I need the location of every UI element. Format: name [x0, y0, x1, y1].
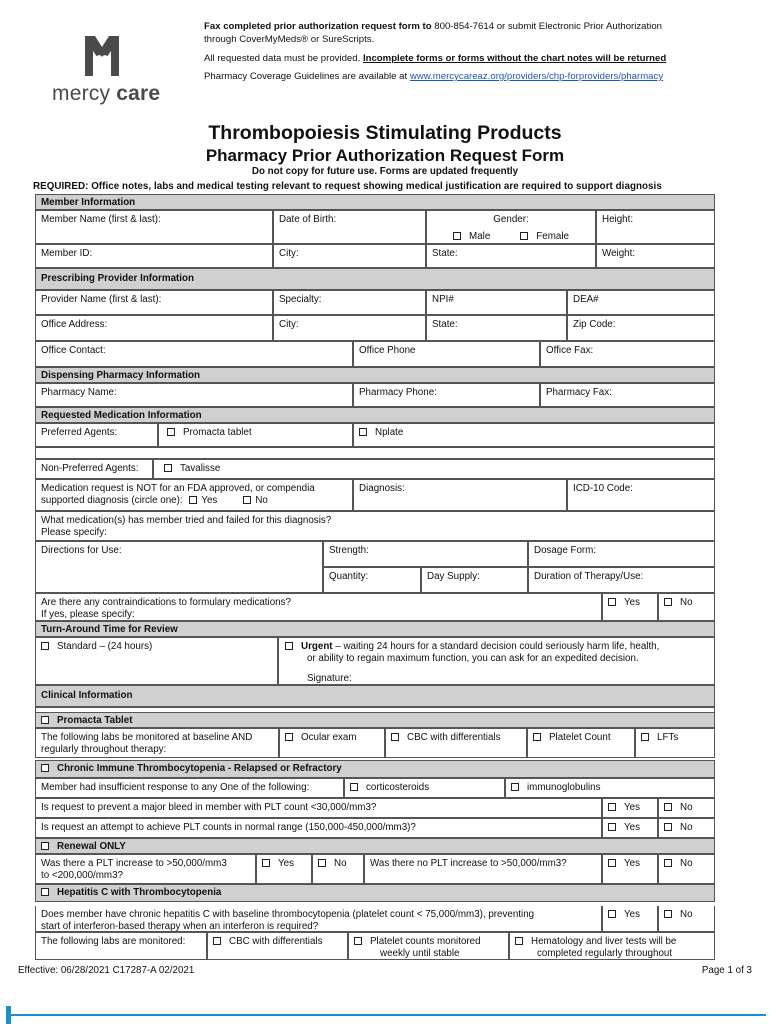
- promacta-option[interactable]: Promacta tablet: [158, 423, 353, 447]
- section-pharmacy: Dispensing Pharmacy Information: [35, 367, 715, 383]
- promacta-checkbox[interactable]: [167, 428, 175, 436]
- spacer-row: [35, 447, 715, 459]
- platelet-checkbox[interactable]: [533, 733, 541, 741]
- duration-field[interactable]: Duration of Therapy/Use:: [528, 567, 715, 593]
- section-provider: Prescribing Provider Information: [35, 268, 715, 290]
- insufficient-question: Member had insufficient response to any One of the following:: [35, 778, 344, 798]
- urgent-checkbox[interactable]: [285, 642, 293, 650]
- platelet-option[interactable]: Platelet Count: [527, 728, 635, 758]
- notfda-no-checkbox[interactable]: [243, 496, 251, 504]
- guidelines-link[interactable]: www.mercycareaz.org/providers/chp-forproviders/pharmacy: [409, 71, 664, 82]
- effective-date: Effective: 06/28/2021 C17287-A 02/2021: [18, 965, 195, 976]
- member-city-field[interactable]: City:: [273, 244, 426, 268]
- normal-yes-checkbox[interactable]: [608, 823, 616, 831]
- normal-no[interactable]: No: [658, 818, 715, 838]
- bleed-question: Is request to prevent a major bleed in member with PLT count <30,000/mm3?: [35, 798, 602, 818]
- form-subtitle: Pharmacy Prior Authorization Request Form: [205, 146, 565, 165]
- lfts-checkbox[interactable]: [641, 733, 649, 741]
- directions-field[interactable]: Directions for Use:: [35, 541, 323, 593]
- contra-no-checkbox[interactable]: [664, 598, 672, 606]
- noincrease-yes[interactable]: Yes: [602, 854, 658, 884]
- hepc-yes[interactable]: Yes: [602, 906, 658, 932]
- female-checkbox[interactable]: [520, 232, 528, 240]
- zip-field[interactable]: Zip Code:: [567, 315, 715, 341]
- hematology-option[interactable]: Hematology and liver tests will be completed regularly throughout: [509, 932, 715, 960]
- hematology-checkbox[interactable]: [515, 937, 523, 945]
- contra-yes[interactable]: Yes: [602, 593, 658, 621]
- icd10-field[interactable]: ICD-10 Code:: [567, 479, 715, 511]
- itp-header[interactable]: Chronic Immune Thrombocytopenia - Relapsed or Refractory: [35, 760, 715, 778]
- corticosteroids-checkbox[interactable]: [350, 783, 358, 791]
- contra-no[interactable]: No: [658, 593, 715, 621]
- immunoglobulins-checkbox[interactable]: [511, 783, 519, 791]
- form-title: Thrombopoiesis Stimulating Products: [208, 122, 562, 144]
- required-statement: REQUIRED: Office notes, labs and medical testing relevant to request showing medical justification are required to support diagnosis: [33, 181, 662, 192]
- required-data-note: All requested data must be provided. Incomplete forms or forms without the chart notes will be returned: [204, 53, 667, 64]
- provider-name-field[interactable]: Provider Name (first & last):: [35, 290, 273, 315]
- noincrease-no-checkbox[interactable]: [664, 859, 672, 867]
- promacta-header[interactable]: Promacta Tablet: [35, 712, 715, 728]
- page-bottom-divider: [0, 1006, 770, 1024]
- contraindications-question: Are there any contraindications to formulary medications? If yes, please specify:: [35, 593, 602, 621]
- cbc-checkbox[interactable]: [391, 733, 399, 741]
- ocular-option[interactable]: Ocular exam: [279, 728, 385, 758]
- corticosteroids-option[interactable]: corticosteroids: [344, 778, 505, 798]
- urgent-option[interactable]: Urgent – waiting 24 hours for a standard decision could seriously harm life, health, or ability to regain maximum function, you can ask for an expedited decision. Signature:: [278, 637, 715, 685]
- no-increase-question: Was there no PLT increase to >50,000/mm3?: [364, 854, 602, 884]
- logo-wordmark: mercy care: [52, 82, 161, 105]
- hepc-question: Does member have chronic hepatitis C with baseline thrombocytopenia (platelet count < 75,000/mm3), preventing start of interferon-based therapy when an interferon is required?: [35, 906, 602, 932]
- pharmacy-name-field[interactable]: Pharmacy Name:: [35, 383, 353, 407]
- bleed-yes[interactable]: Yes: [602, 798, 658, 818]
- increase-no-checkbox[interactable]: [318, 859, 326, 867]
- cbc-option[interactable]: CBC with differentials: [385, 728, 527, 758]
- labs-monitored-question: The following labs be monitored at baseline AND regularly throughout therapy:: [35, 728, 279, 758]
- pharmacy-phone-field[interactable]: Pharmacy Phone:: [353, 383, 540, 407]
- weight-field[interactable]: Weight:: [596, 244, 715, 268]
- male-checkbox[interactable]: [453, 232, 461, 240]
- promacta-tablet-checkbox[interactable]: [41, 716, 49, 724]
- provider-state-field[interactable]: State:: [426, 315, 567, 341]
- dob-field[interactable]: Date of Birth:: [273, 210, 426, 244]
- hepc-checkbox[interactable]: [41, 888, 49, 896]
- quantity-field[interactable]: Quantity:: [323, 567, 421, 593]
- ocular-checkbox[interactable]: [285, 733, 293, 741]
- hepc-yes-checkbox[interactable]: [608, 910, 616, 918]
- bleed-yes-checkbox[interactable]: [608, 803, 616, 811]
- section-medication: Requested Medication Information: [35, 407, 715, 423]
- page-number: Page 1 of 3: [701, 965, 752, 976]
- nonpreferred-label: Non-Preferred Agents:: [35, 459, 153, 479]
- noincrease-yes-checkbox[interactable]: [608, 859, 616, 867]
- hepc-no[interactable]: No: [658, 906, 715, 932]
- itp-checkbox[interactable]: [41, 764, 49, 772]
- cbc2-checkbox[interactable]: [213, 937, 221, 945]
- office-address-field[interactable]: Office Address:: [35, 315, 273, 341]
- standard-option[interactable]: Standard – (24 hours): [35, 637, 278, 685]
- copy-note: Do not copy for future use. Forms are updated frequently: [251, 166, 519, 177]
- increase-question: Was there a PLT increase to >50,000/mm3 to <200,000/mm3?: [35, 854, 256, 884]
- section-tat: Turn-Around Time for Review: [35, 621, 715, 637]
- platelet-weekly-option[interactable]: Platelet counts monitored weekly until stable: [348, 932, 509, 960]
- renewal-checkbox[interactable]: [41, 842, 49, 850]
- normal-yes[interactable]: Yes: [602, 818, 658, 838]
- tried-failed-field[interactable]: What medication(s) has member tried and failed for this diagnosis? Please specify:: [35, 511, 715, 541]
- member-state-field[interactable]: State:: [426, 244, 596, 268]
- preferred-label: Preferred Agents:: [35, 423, 158, 447]
- dosage-form-field[interactable]: Dosage Form:: [528, 541, 715, 567]
- fax-instructions-2: through CoverMyMeds® or SureScripts.: [204, 34, 375, 45]
- contra-yes-checkbox[interactable]: [608, 598, 616, 606]
- member-id-field[interactable]: Member ID:: [35, 244, 273, 268]
- not-fda-question: Medication request is NOT for an FDA approved, or compendia supported diagnosis (circle one): Yes No: [35, 479, 353, 511]
- increase-yes[interactable]: Yes: [256, 854, 312, 884]
- npi-field[interactable]: NPI#: [426, 290, 567, 315]
- notfda-yes-checkbox[interactable]: [189, 496, 197, 504]
- guidelines-note: Pharmacy Coverage Guidelines are available at www.mercycareaz.org/providers/chp-forproviders/pharmacy: [204, 71, 664, 82]
- gender-field: Gender: Male Female: [426, 210, 596, 244]
- labs-monitored-label: The following labs are monitored:: [35, 932, 207, 960]
- day-supply-field[interactable]: Day Supply:: [421, 567, 528, 593]
- normal-no-checkbox[interactable]: [664, 823, 672, 831]
- fax-instructions: Fax completed prior authorization request form to 800-854-7614 or submit Electronic Prior Authorization: [204, 21, 662, 32]
- office-phone-field[interactable]: Office Phone: [353, 341, 540, 367]
- hepc-no-checkbox[interactable]: [664, 910, 672, 918]
- cbc2-option[interactable]: CBC with differentials: [207, 932, 348, 960]
- platelet-weekly-checkbox[interactable]: [354, 937, 362, 945]
- section-clinical: Clinical Information: [35, 685, 715, 707]
- office-contact-field[interactable]: Office Contact:: [35, 341, 353, 367]
- nplate-option[interactable]: Nplate: [353, 423, 715, 447]
- section-member: Member Information: [35, 194, 715, 210]
- nplate-checkbox[interactable]: [359, 428, 367, 436]
- bleed-no[interactable]: No: [658, 798, 715, 818]
- office-fax-field[interactable]: Office Fax:: [540, 341, 715, 367]
- strength-field[interactable]: Strength:: [323, 541, 528, 567]
- hepc-header[interactable]: Hepatitis C with Thrombocytopenia: [35, 884, 715, 902]
- tavalisse-option[interactable]: Tavalisse: [153, 459, 715, 479]
- normal-range-question: Is request an attempt to achieve PLT counts in normal range (150,000-450,000/mm3)?: [35, 818, 602, 838]
- tavalisse-checkbox[interactable]: [164, 464, 172, 472]
- increase-no[interactable]: No: [312, 854, 364, 884]
- height-field[interactable]: Height:: [596, 210, 715, 244]
- provider-city-field[interactable]: City:: [273, 315, 426, 341]
- renewal-header[interactable]: Renewal ONLY: [35, 838, 715, 854]
- increase-yes-checkbox[interactable]: [262, 859, 270, 867]
- member-name-field[interactable]: Member Name (first & last):: [35, 210, 273, 244]
- standard-checkbox[interactable]: [41, 642, 49, 650]
- specialty-field[interactable]: Specialty:: [273, 290, 426, 315]
- dea-field[interactable]: DEA#: [567, 290, 715, 315]
- noincrease-no[interactable]: No: [658, 854, 715, 884]
- immunoglobulins-option[interactable]: immunoglobulins: [505, 778, 715, 798]
- lfts-option[interactable]: LFTs: [635, 728, 715, 758]
- diagnosis-field[interactable]: Diagnosis:: [353, 479, 567, 511]
- bleed-no-checkbox[interactable]: [664, 803, 672, 811]
- pharmacy-fax-field[interactable]: Pharmacy Fax:: [540, 383, 715, 407]
